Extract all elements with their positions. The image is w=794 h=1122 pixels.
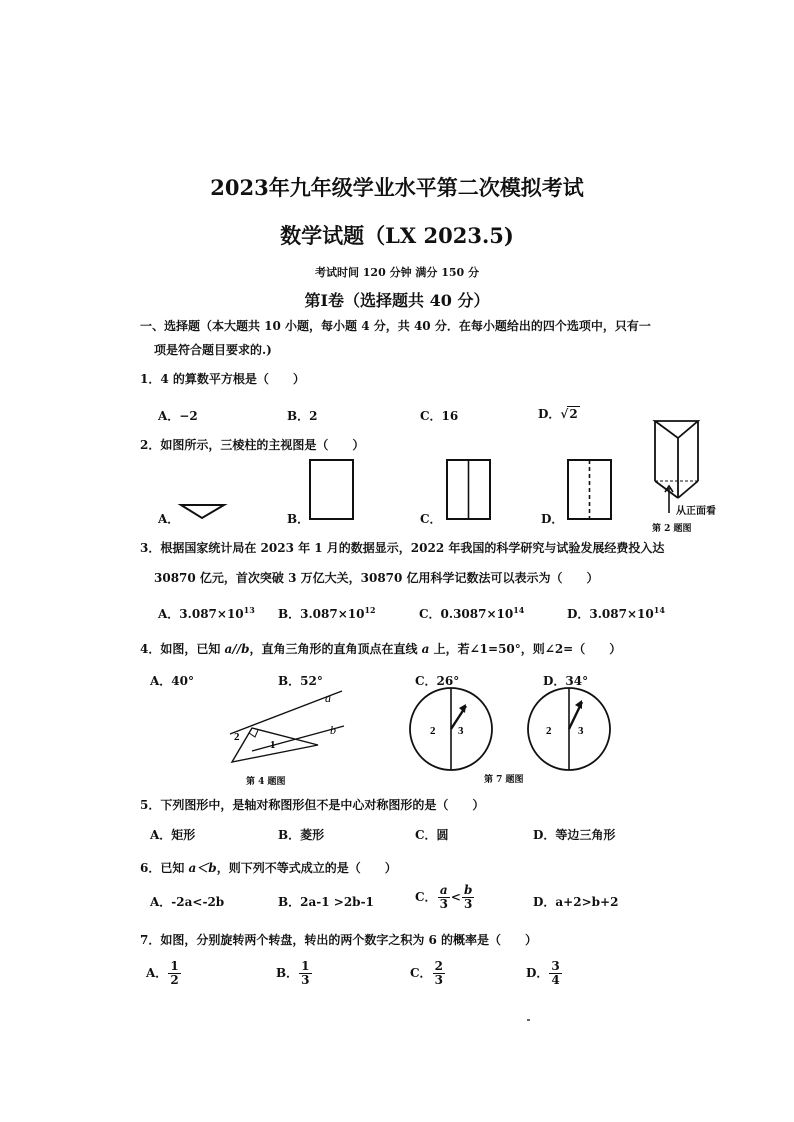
q4-stem-parallel: a//b <box>224 642 250 656</box>
q4-stem-line-a: a <box>421 642 430 656</box>
q7-option-c-fraction <box>433 960 445 987</box>
q3-option-d-exponent: 14 <box>653 605 665 615</box>
q6-operator: < <box>450 890 461 904</box>
q7-option-a <box>146 960 182 987</box>
q4-stem-mid: ，直角三角形的直角顶点在直线 <box>249 642 422 656</box>
q3-option-c-exponent: 14 <box>513 605 525 615</box>
exam-title: 2023年九年级学业水平第二次模拟考试 <box>210 175 584 200</box>
fig4-label-angle-1: 1 <box>270 739 276 751</box>
q3-option-b-exponent: 12 <box>364 605 376 615</box>
question-6-stem <box>140 859 397 876</box>
q2-prism-figure <box>652 418 702 504</box>
view-direction-arrow-icon <box>664 484 674 514</box>
fig7-caption: 第 7 题图 <box>484 775 524 785</box>
q7-option-a-numerator: 1 <box>170 959 179 973</box>
spinner-right-number-2: 2 <box>546 725 552 737</box>
q5-option-c: C．圆 <box>415 828 449 842</box>
q3-option-d <box>567 605 665 622</box>
q2-option-c: C． <box>420 512 442 526</box>
spinner-right <box>526 686 612 772</box>
q3-option-a-base: A．3.087×10 <box>158 607 244 621</box>
q1-option-d <box>538 405 580 422</box>
spinner-left-number-2: 2 <box>430 725 436 737</box>
fig4-label-angle-2: 2 <box>234 731 240 743</box>
q3-option-b <box>278 605 376 622</box>
q6-stem-post: ，则下列不等式成立的是（ ） <box>216 861 397 875</box>
q6-fraction-1-numerator: a <box>438 884 450 898</box>
q7-option-a-label: A． <box>146 966 168 980</box>
q6-option-c-label: C． <box>415 890 437 904</box>
spinner-left <box>408 686 494 772</box>
question-4-stem <box>140 640 621 657</box>
q7-option-c-numerator: 2 <box>434 959 443 973</box>
section-line-1: 一、选择题（本大题共 10 小题，每小题 4 分，共 40 分．在每小题给出的四个选项中，只有一 <box>140 319 651 333</box>
q2-option-c-rectangle-solid-line <box>446 459 492 521</box>
q2-option-a: A． <box>158 512 180 526</box>
q6-option-b: B．2a-1 >2b-1 <box>278 895 374 909</box>
section-heading <box>140 314 720 362</box>
q4-stem-post: 上，若∠1=50°，则∠2=（ ） <box>429 642 622 656</box>
q2-option-d: D． <box>541 512 564 526</box>
q7-option-a-denominator: 2 <box>170 973 179 987</box>
q2-option-b-rectangle <box>309 459 355 521</box>
q6-stem-pre: 6．已知 <box>140 861 189 875</box>
q1-option-a: A．−2 <box>158 409 198 423</box>
q7-option-c-denominator: 3 <box>434 973 443 987</box>
question-3-line-2: 30870 亿元，首次突破 3 万亿大关，30870 亿用科学记数法可以表示为（ ） <box>154 571 599 585</box>
subject-title: 数学试题（LX 2023.5) <box>280 223 514 248</box>
q4-option-c: C．26° <box>415 674 460 688</box>
q1-option-b: B．2 <box>287 409 318 423</box>
q5-option-d: D．等边三角形 <box>533 828 616 842</box>
question-3-line-1: 3．根据国家统计局在 2023 年 1 月的数据显示，2022 年我国的科学研究与试验发展经费投入达 <box>140 541 665 555</box>
q5-option-a: A．矩形 <box>150 828 196 842</box>
q3-option-d-base: D．3.087×10 <box>567 607 654 621</box>
q7-option-b-fraction <box>299 960 311 987</box>
q6-fraction-a-over-3 <box>438 884 450 911</box>
q7-option-a-fraction <box>168 960 180 987</box>
fig4-label-a: a <box>325 691 331 705</box>
q7-option-b-denominator: 3 <box>301 973 310 987</box>
spinner-left-number-3: 3 <box>458 725 464 737</box>
q7-option-b-label: B． <box>276 966 299 980</box>
question-5-stem: 5．下列图形中，是轴对称图形但不是中心对称图形的是（ ） <box>140 798 485 812</box>
q7-option-d-fraction <box>549 960 561 987</box>
spinner-right-number-3: 3 <box>578 725 584 737</box>
q2-option-a-triangle <box>180 503 226 519</box>
q2-option-b: B． <box>287 512 310 526</box>
question-7-stem: 7．如图，分别旋转两个转盘，转出的两个数字之积为 6 的概率是（ ） <box>140 933 538 947</box>
q1-option-d-label: D． <box>538 407 561 421</box>
q6-option-a: A．-2a<-2b <box>150 895 225 909</box>
q6-fraction-2-numerator: b <box>463 883 473 897</box>
q6-option-c <box>415 884 475 911</box>
sqrt-symbol: √ <box>560 407 569 421</box>
q4-option-d: D．34° <box>543 674 589 688</box>
question-1-stem: 1．4 的算数平方根是（ ） <box>140 372 305 386</box>
q4-option-b: B．52° <box>278 674 323 688</box>
q7-option-b <box>276 960 313 987</box>
q3-option-a <box>158 605 255 622</box>
section-line-2: 项是符合题目要求的.) <box>154 343 272 357</box>
q3-option-c-base: C．0.3087×10 <box>419 607 514 621</box>
fig4-caption: 第 4 题图 <box>246 777 286 787</box>
q6-stem-condition: a＜b <box>188 861 217 875</box>
q7-option-d-label: D． <box>526 966 549 980</box>
q4-option-a: A．40° <box>150 674 195 688</box>
q7-option-b-numerator: 1 <box>301 959 310 973</box>
q2-option-d-rectangle-dashed-line <box>567 459 613 521</box>
q3-option-c <box>419 605 524 622</box>
q6-fraction-1-denominator: 3 <box>439 897 448 911</box>
scan-speck <box>527 1019 530 1021</box>
q6-fraction-b-over-3 <box>462 884 474 911</box>
question-2-stem: 2．如图所示，三棱柱的主视图是（ ） <box>140 438 365 452</box>
q7-option-c <box>410 960 446 987</box>
q6-option-d: D．a+2>b+2 <box>533 895 619 909</box>
q3-option-a-exponent: 13 <box>243 605 255 615</box>
q3-option-b-base: B．3.087×10 <box>278 607 365 621</box>
q5-option-b: B．菱形 <box>278 828 325 842</box>
fig2-caption: 第 2 题图 <box>652 524 692 534</box>
fig4-label-b: b <box>330 723 336 737</box>
view-direction-label: 从正面看 <box>676 506 716 517</box>
sqrt-radicand: 2 <box>569 407 578 421</box>
q7-option-d-numerator: 3 <box>551 959 560 973</box>
q4-stem-pre: 4．如图，已知 <box>140 642 225 656</box>
q1-option-c: C．16 <box>420 409 459 423</box>
q7-option-c-label: C． <box>410 966 432 980</box>
q7-option-d-denominator: 4 <box>551 973 560 987</box>
exam-info: 考试时间 120 分钟 满分 150 分 <box>314 266 480 279</box>
q7-option-d <box>526 960 563 987</box>
fig4-parallel-lines-diagram <box>222 688 352 768</box>
q6-fraction-2-denominator: 3 <box>464 897 473 911</box>
volume-title: 第Ⅰ卷（选择题共 40 分） <box>304 291 490 310</box>
